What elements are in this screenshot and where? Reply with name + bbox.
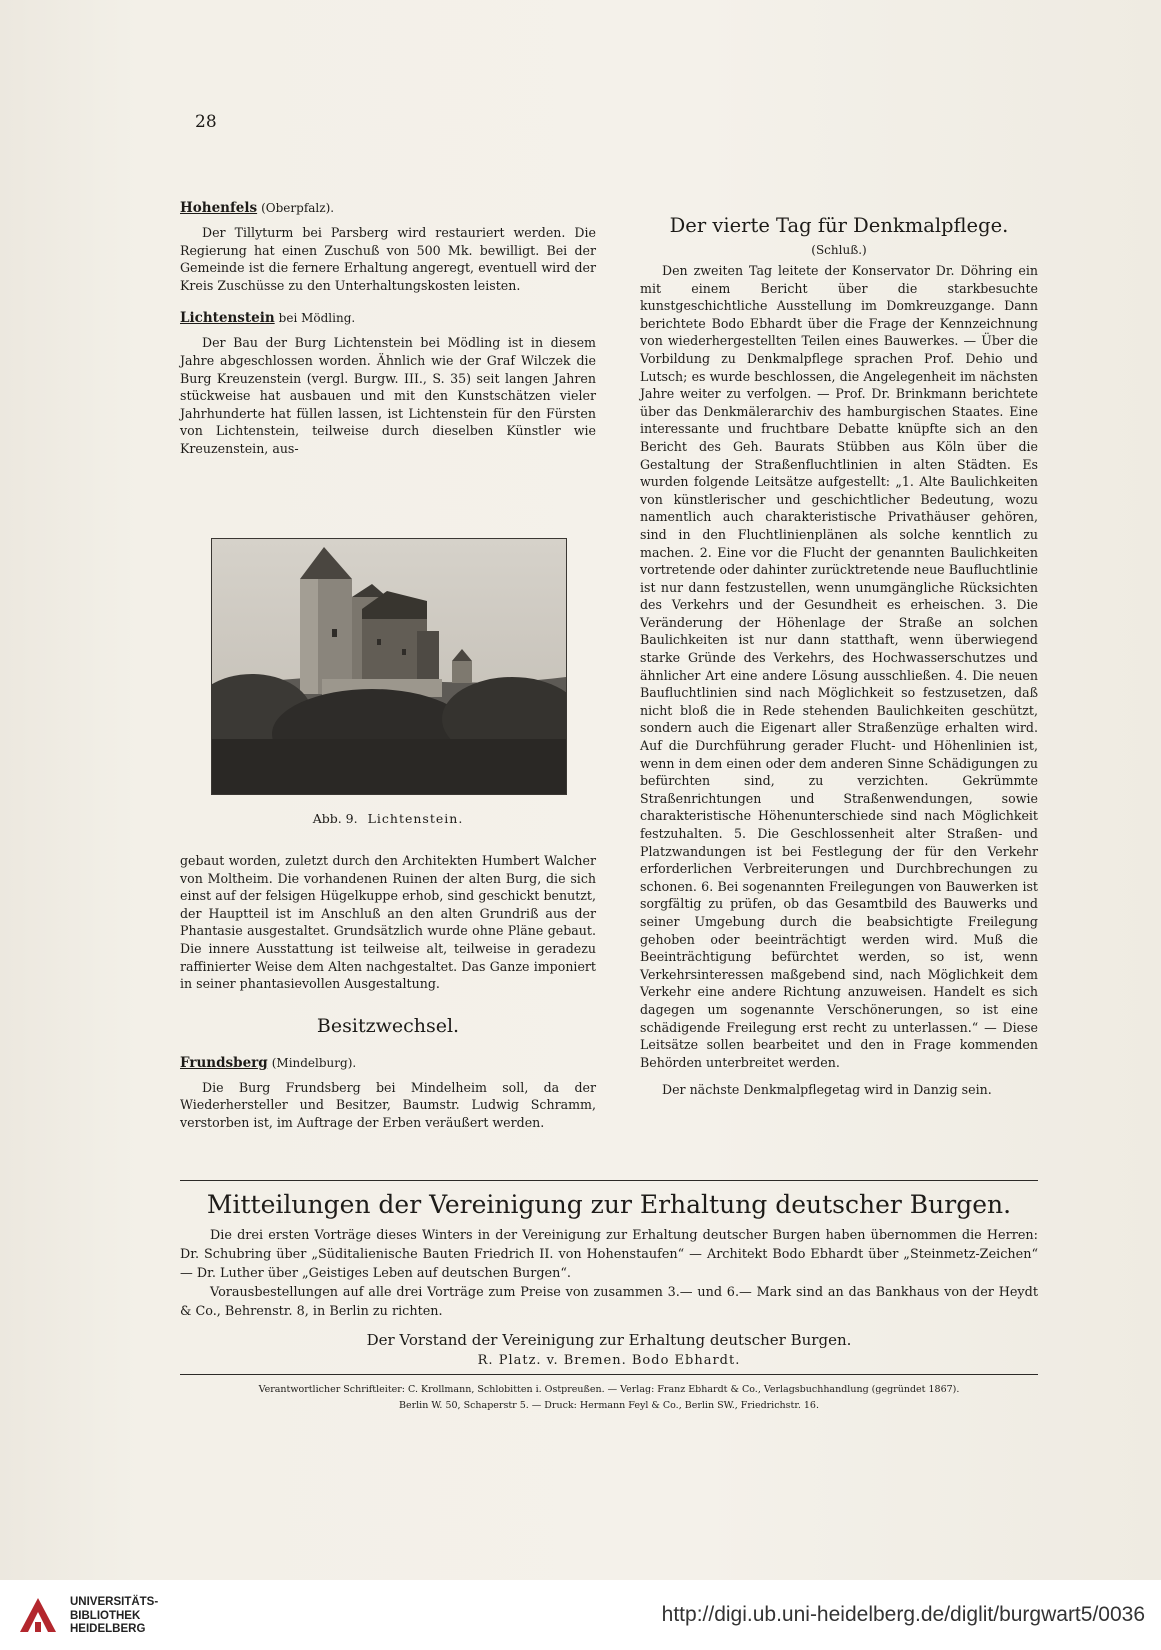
notice-paragraph-2: Vorausbestellungen auf alle drei Vorträge zum Preise von zusammen 3.— und 6.— Mark sind an das Bankhaus von der Heydt & Co., Behrenstr. 8, in Berlin zu richten. [180, 1285, 1038, 1319]
right-article-text: Den zweiten Tag leitete der Konservator Dr. Döhring ein mit einem Bericht über die starkbesuchte kunstgeschichtliche Ausstellung im Domkreuzgange. Dann berichtete Bodo Ebhardt über die Frage der Kennzeichnung von wiederhergestellten Teilen eines Bauwerkes. — Über die Vorbildung zu Denkmalpflege sprachen Prof. Dehio und Lutsch; es wurde beschlossen, die Angelegenheit im nächsten Jahre weiter zu verfolgen. — Prof. Dr. Brinkmann berichtete über das Denkmälerarchiv des hamburgischen Staates. Eine interessante und fruchtbare Debatte knüpfte sich an den Bericht des Geh. Baurats Stübben aus Köln über die Gestaltung der Straßenfluchtlinien in alten Städten. Es wurden folgende Leitsätze aufgestellt: „1. Alte Baulichkeiten von künstlerischer und geschichtlicher Bedeutung, wozu namentlich auch charakteristische Privathäuser gehören, sind in den Fluchtlinienplänen als solche kenntlich zu machen. 2. Eine vor die Flucht der genannten Baulichkeiten vortretende oder dahinter zurücktretende neue Baufluchtlinie ist nur dann festzustellen, wenn unumgängliche Rücksichten des Verkehrs und der Gesundheit es erheischen. 3. Die Veränderung der Höhenlage der Straße an solchen Baulichkeiten ist nur dann statthaft, wenn überwiegend starke Gründe des Verkehrs, des Hochwasserschutzes und ähnlicher Art eine andere Lösung ausschließen. 4. Die neuen Baufluchtlinien sind nach Möglichkeit so festzusetzen, daß nicht bloß die in Rede stehenden Baulichkeiten geschützt, sondern auch die Eigenart aller Straßenzüge erhalten wird. Auf die Durchführung gerader Flucht- und Höhenlinien ist, wenn in dem einen oder dem anderen Sinne Schädigungen zu befürchten sind, zu verzichten. Gekrümmte Straßenrichtungen und Straßenwendungen, sowie charakteristische Höhenunterschiede sind nach Möglichkeit festzuhalten. 5. Die Geschlossenheit alter Straßen- und Platzwandungen ist bei Festlegung der für den Verkehr erforderlichen Verbreiterungen und Durchbrechungen zu schonen. 6. Bei sogenannten Freilegungen von Bauwerken ist sorgfältig zu prüfen, ob das Gesamtbild des Bauwerks und seiner Umgebung durch die beabsichtigte Freilegung gehoben oder beeinträchtigt werden wird. Muß die Beeinträchtigung befürchtet werden, so ist, wenn Verkehrsinteressen maßgebend sind, nach Möglichkeit dem Verkehr eine andere Richtung anzuweisen. Handelt es sich dagegen um sogenannte Verschönerungen, so ist eine schädigende Freilegung erst recht zu unterlassen.“ — Diese Leitsätze sollen bearbeitet und den in Frage kommenden Behörden unterbreitet werden. [640, 263, 1038, 1070]
lichtenstein-region: bei Mödling. [278, 311, 356, 326]
lichtenstein-place: Lichtenstein [180, 310, 275, 327]
figure-title: Lichtenstein. [367, 811, 464, 826]
frundsberg-region: (Mindelburg). [271, 1055, 357, 1070]
besitzwechsel-title: Besitzwechsel. [316, 1014, 460, 1037]
imprint-line-1: Verantwortlicher Schriftleiter: C. Krollmann, Schlobitten i. Ostpreußen. — Verlag: Franz Ebhardt & Co., Verlagsbuchhandlung (gegründet 1867). [258, 1384, 960, 1395]
hohenfels-text: Der Tillyturm bei Parsberg wird restauriert werden. Die Regierung hat einen Zuschuß von 500 Mk. bewilligt. Bei der Gemeinde ist die fernere Erhaltung angeregt, eventuell wird der Kreis Zuschüsse zu den Unterhaltungskosten leisten. [180, 225, 596, 293]
section-rule-bottom [180, 1374, 1038, 1375]
hohenfels-region: (Oberpfalz). [261, 201, 335, 215]
source-url-link[interactable]: http://digi.ub.uni-heidelberg.de/diglit/burgwart5/0036 [661, 1603, 1145, 1626]
frundsberg-text: Die Burg Frundsberg bei Mindelheim soll, da der Wiederhersteller und Besitzer, Baumstr. Ludwig Schramm, verstorben ist, im Auftrage der Erben veräußert werden. [180, 1079, 596, 1130]
logo-line-3: HEIDELBERG [70, 1623, 146, 1635]
notice-signature: Der Vorstand der Vereinigung zur Erhaltung deutscher Burgen. [366, 1331, 852, 1349]
right-article-title: Der vierte Tag für Denkmalpflege. [669, 214, 1009, 237]
left-column [180, 200, 596, 468]
right-article-closing: Der nächste Denkmalpflegetag wird in Danzig sein. [662, 1082, 992, 1098]
notice-paragraph-1: Die drei ersten Vorträge dieses Winters in der Vereinigung zur Erhaltung deutscher Burgen haben übernommen die Herren: Dr. Schubring über „Süditalienische Bauten Friedrich II. von Hohenstaufen“ — Architekt Bodo Ebhardt über „Steinmetz-Zeichen“ — Dr. Luther über „Geistiges Leben auf deutschen Burgen“. [180, 1228, 1038, 1281]
logo-line-1: UNIVERSITÄTS- [70, 1596, 159, 1608]
lichtenstein-continuation: gebaut worden, zuletzt durch den Architekten Humbert Walcher von Moltheim. Die vorhandenen Ruinen der alten Burg, die sich einst auf der felsigen Hügelkuppe erhob, sind geschickt benutzt, der Hauptteil ist im Anschluß an den alten Grundriß aus der Phantasie ausgestaltet. Grundsätzlich wurde ohne Pläne gebaut. Die innere Ausstattung ist teilweise alt, teilweise in geradezu raffinierter Weise dem Alten nachgestaltet. Das Ganze imponiert in seiner phantasievollen Ausgestaltung. [180, 853, 596, 992]
section-rule-top [180, 1180, 1038, 1181]
library-footer [0, 1580, 1161, 1650]
imprint-line-2: Berlin W. 50, Schaperstr 5. — Druck: Hermann Feyl & Co., Berlin SW., Friedrichstr. 16. [398, 1400, 820, 1411]
hohenfels-heading [180, 200, 596, 216]
library-logo-icon [14, 1592, 62, 1640]
left-column-lower [180, 852, 596, 1142]
page-number: 28 [195, 112, 217, 132]
notice-names: R. Platz. v. Bremen. Bodo Ebhardt. [477, 1353, 741, 1368]
library-logo-text [70, 1596, 158, 1637]
figure-caption [180, 811, 596, 826]
lichtenstein-text: Der Bau der Burg Lichtenstein bei Mödling ist in diesem Jahre abgeschlossen worden. Ähnlich wie der Graf Wilczek die Burg Kreuzenstein (vergl. Burgw. III., S. 35) seit langen Jahren stückweise hat ausbauen und mit den Kunstschätzen vieler Jahrhunderte hat füllen lassen, ist Lichtenstein für den Fürsten von Lichtenstein, teilweise durch dieselben Künstler wie Kreuzenstein, aus- [180, 335, 596, 456]
logo-line-2: BIBLIOTHEK [70, 1609, 141, 1622]
figure-label: Abb. 9. [312, 811, 358, 826]
lichtenstein-heading [180, 310, 596, 326]
notice-title: Mitteilungen der Vereinigung zur Erhaltung deutscher Burgen. [206, 1190, 1012, 1219]
right-column [640, 262, 1038, 1109]
imprint [180, 1382, 1038, 1414]
notice-block [180, 1226, 1038, 1368]
frundsberg-place: Frundsberg [180, 1054, 268, 1071]
hohenfels-place: Hohenfels [180, 200, 258, 216]
frundsberg-heading [180, 1055, 596, 1071]
right-article-subtitle: (Schluß.) [811, 243, 867, 257]
lichtenstein-photo [211, 538, 567, 795]
